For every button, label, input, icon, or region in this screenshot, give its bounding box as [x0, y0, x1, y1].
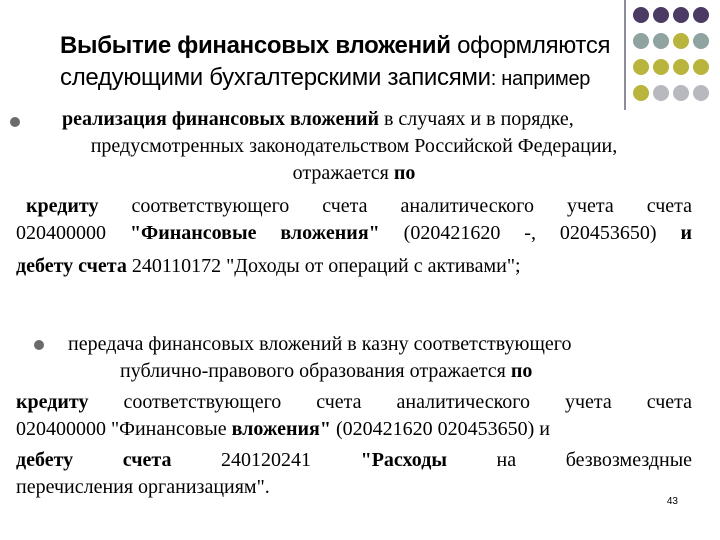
slide-title — [60, 30, 660, 95]
bullet-2-text — [16, 331, 692, 501]
bullet-1-text — [16, 106, 692, 280]
decorative-dot — [673, 33, 689, 49]
bullet-1-line-6: дебету счета 240110172 "Доходы от операций с активами"; — [16, 255, 521, 277]
decorative-dot — [693, 85, 709, 101]
decorative-dot — [693, 59, 709, 75]
bullet-1-line-2: предусмотренных законодательством Российской Федерации, — [90, 135, 618, 157]
bullet-2-line-1: передача финансовых вложений в казну соответствующего — [68, 333, 572, 355]
bullet-2-line-4: 020400000 "Финансовые вложения" (020421620 020453650) и — [16, 418, 550, 440]
title-line-2: следующими бухгалтерскими записями: например — [60, 64, 591, 91]
page-number: 43 — [666, 496, 678, 507]
bullet-1-line-4: кредиту соответствующего счета аналитического учета счета — [26, 195, 692, 217]
bullet-2-line-2: публично-правового образования отражается по — [120, 360, 533, 382]
decorative-dot — [673, 59, 689, 75]
bullet-2-line-5: дебету счета 240120241 "Расходы на безвозмездные — [16, 449, 693, 471]
decorative-dot — [633, 7, 649, 23]
decorative-dot — [673, 85, 689, 101]
bullet-2-line-3: кредиту соответствующего счета аналитического учета счета — [16, 391, 692, 413]
bullet-1-line-5: 020400000 "Финансовые вложения" (020421620 -, 020453650) и — [16, 222, 693, 244]
bullet-1-line-3: отражается по — [292, 162, 416, 184]
title-line-1: Выбытие финансовых вложений оформляются — [60, 32, 611, 59]
decorative-dot — [653, 7, 669, 23]
decorative-dot — [693, 7, 709, 23]
decorative-dot — [673, 7, 689, 23]
bullet-2-line-6: перечисления организациям". — [16, 476, 270, 498]
bullet-1-line-1: реализация финансовых вложений в случаях и в порядке, — [62, 108, 574, 130]
decorative-dot — [693, 33, 709, 49]
